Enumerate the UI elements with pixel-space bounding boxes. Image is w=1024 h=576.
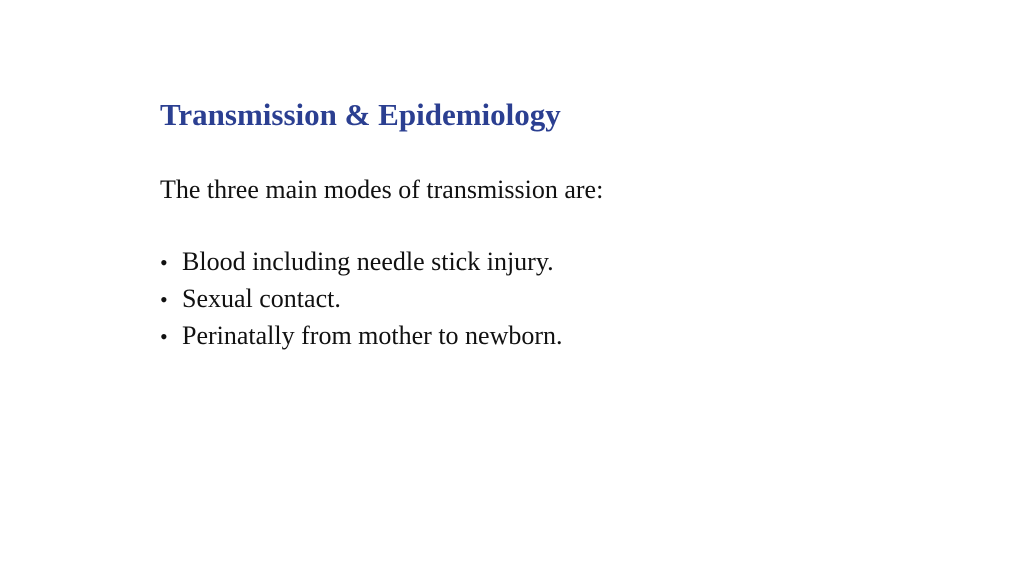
bullet-item <box>160 281 563 318</box>
bullet-marker: • <box>160 287 168 312</box>
bullet-list <box>160 244 563 355</box>
bullet-text: Perinatally from mother to newborn. <box>182 321 563 350</box>
bullet-text: Sexual contact. <box>182 284 341 313</box>
bullet-marker: • <box>160 250 168 275</box>
bullet-item <box>160 318 563 355</box>
bullet-item <box>160 244 563 281</box>
bullet-text: Blood including needle stick injury. <box>182 247 554 276</box>
bullet-marker: • <box>160 324 168 349</box>
slide-title: Transmission & Epidemiology <box>160 97 561 132</box>
intro-text: The three main modes of transmission are: <box>160 175 604 204</box>
